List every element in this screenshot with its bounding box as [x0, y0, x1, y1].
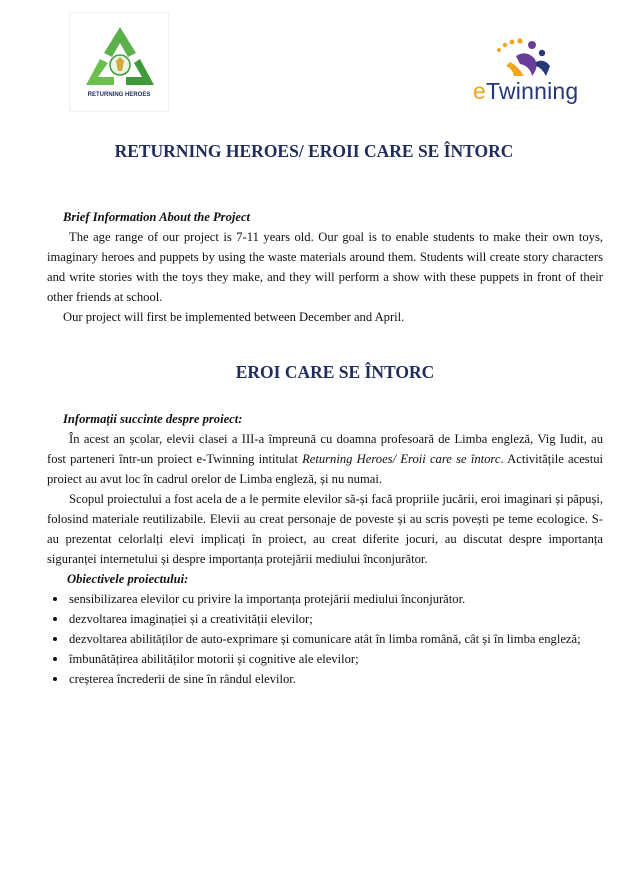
list-item: creșterea încrederii de sine în rândul elevilor. [69, 669, 603, 689]
english-section [47, 207, 603, 327]
objectives-list [47, 589, 603, 689]
romanian-p1-text-b: . Activitățile acestui proiect au avut loc în cadrul orelor de Limba engleză, și nu numai. [47, 452, 603, 486]
list-item: dezvoltarea imaginației și a creativității elevilor; [69, 609, 603, 629]
project-name-italic: Returning Heroes/ Eroii care se întorc [302, 452, 501, 466]
list-item: dezvoltarea abilităților de auto-exprimare și comunicare atât în limba română, cât și în limba engleză; [69, 629, 603, 649]
romanian-p1-text-a: În acest an școlar, elevii clasei a III-a împreună cu doamna profesoară de Limba engleză, Vig Iudit, au fost parteneri într-un proiect e-Twinning intitulat [47, 432, 603, 466]
romanian-section [47, 409, 603, 689]
english-paragraph-1: The age range of our project is 7-11 years old. Our goal is to enable students to make their own toys, imaginary heroes and puppets by using the waste materials around them. Students will create story characters and write stories with the toys they make, and they will perform a show with these puppets in front of their other friends at school. [47, 230, 603, 304]
returning-heroes-logo [69, 12, 169, 112]
etwinning-stars-icon [470, 36, 582, 80]
english-paragraph-2: Our project will first be implemented between December and April. [63, 310, 405, 324]
romanian-paragraph-2: Scopul proiectului a fost acela de a le permite elevilor să-și facă propriile jucării, eroi imaginari și păpuși, folosind materiale reutilizabile. Elevii au creat personaje de poveste și au scris povești pe teme ecologice. S-au prezentat celorlalți elevi implicați în proiect, au creat diferite jocuri, au discutat despre importanța siguranței internetului și despre importanța protejării mediului înconjurător. [47, 492, 603, 566]
logo-left-text: RETURNING HEROES [87, 92, 151, 98]
list-item: îmbunătățirea abilităților motorii și cognitive ale elevilor; [69, 649, 603, 669]
romanian-paragraph-1 [47, 429, 603, 489]
page-title-english: RETURNING HEROES/ EROII CARE SE ÎNTORC [114, 141, 514, 161]
english-subtitle: Brief Information About the Project [63, 210, 251, 224]
etwinning-e: e [473, 78, 486, 104]
romanian-subtitle: Informații succinte despre proiect: [63, 412, 243, 426]
list-item: sensibilizarea elevilor cu privire la importanța protejării mediului înconjurător. [69, 589, 603, 609]
page-title-romanian: EROI CARE SE ÎNTORC [235, 362, 435, 382]
etwinning-wordmark [473, 78, 578, 105]
etwinning-name: Twinning [486, 78, 579, 104]
objectives-title: Obiectivele proiectului: [67, 572, 189, 586]
etwinning-logo [470, 36, 582, 112]
